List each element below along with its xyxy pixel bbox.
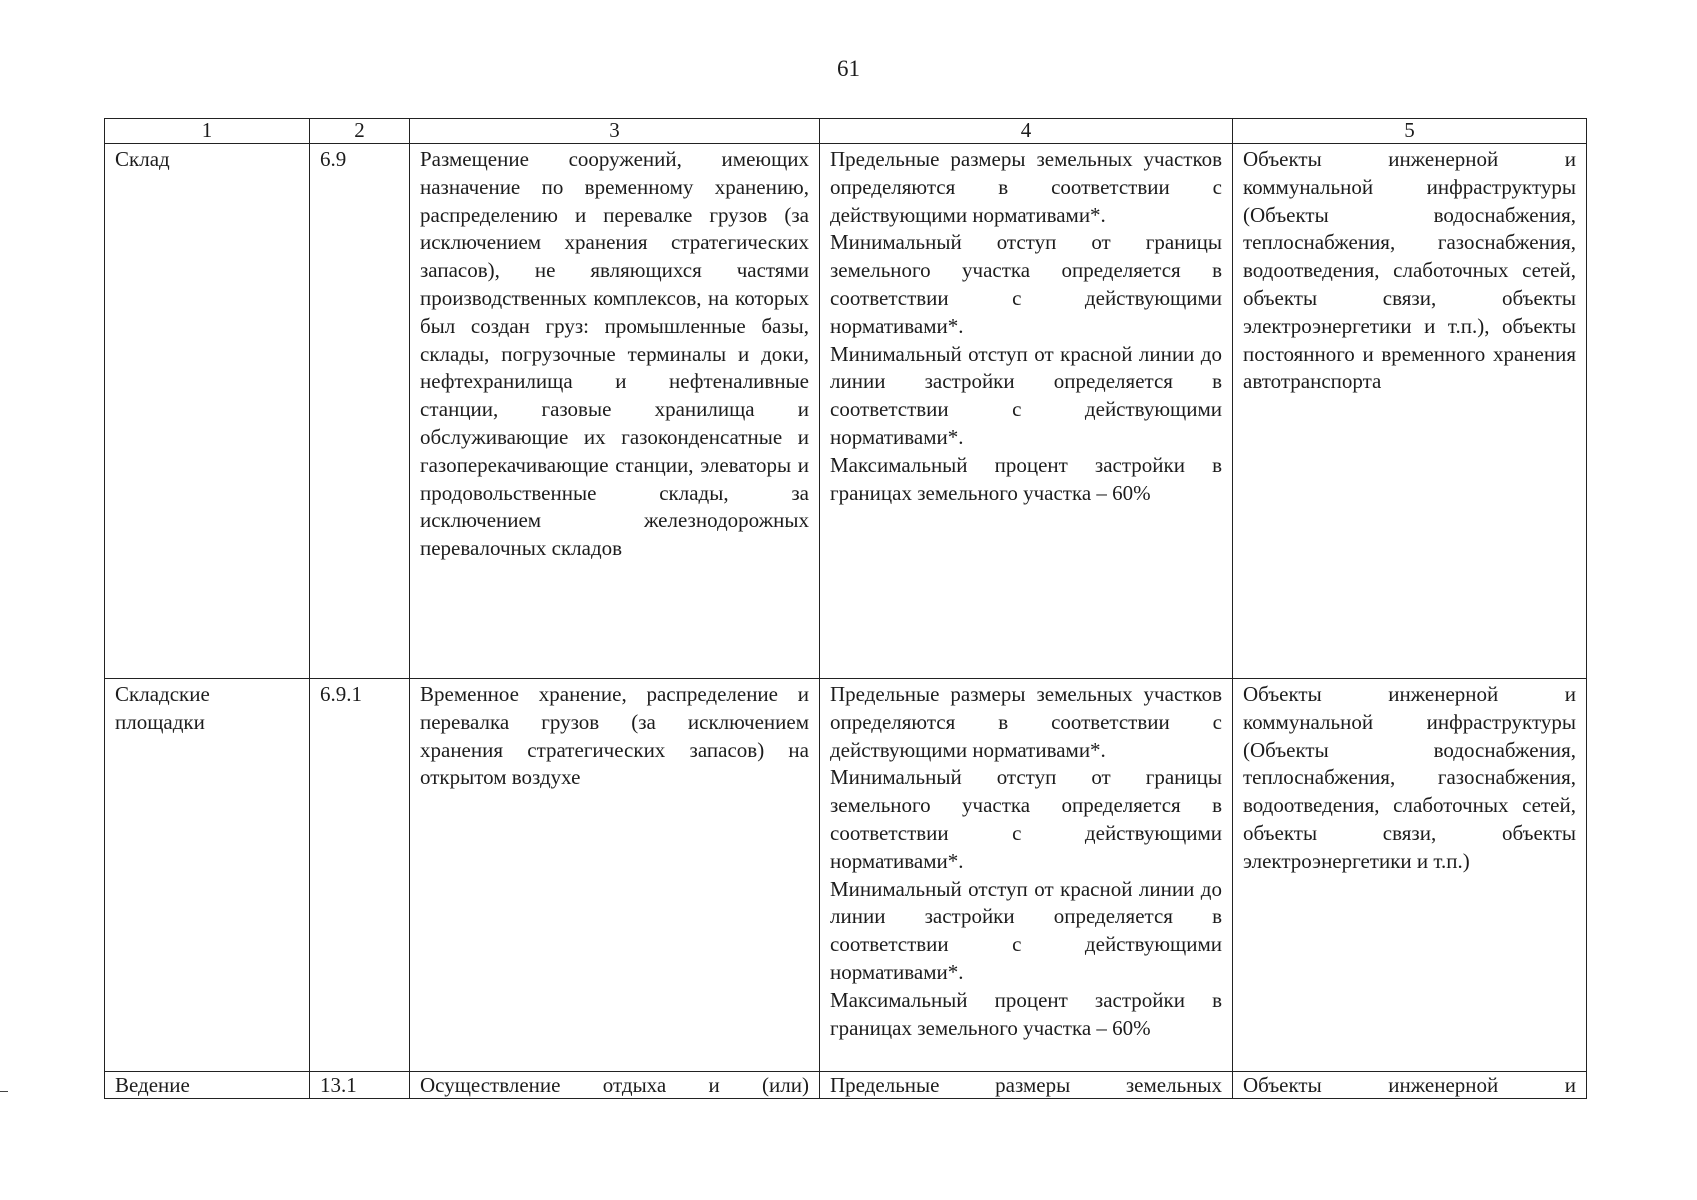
table-row [105, 1072, 1587, 1099]
table-row [105, 144, 1587, 679]
parameter-text: Максимальный процент застройки в границах земельного участка – 60% [830, 452, 1222, 505]
parameter-text: Максимальный процент застройки в границах земельного участка – 60% [830, 987, 1222, 1040]
parameter-text: Минимальный отступ от красной линии до линии застройки определяется в соответствии с действующими нормативами*. [830, 341, 1222, 449]
parameter-text: Предельные размеры земельных участков определяются в соответствии с действующими нормативами*. [830, 682, 1222, 762]
column-header-3: 3 [410, 119, 820, 144]
use-description-cell: Осуществление отдыха и (или) [410, 1072, 820, 1099]
parameter-text: Предельные размеры земельных [830, 1073, 1222, 1097]
scan-edge-mark [0, 1091, 8, 1092]
parameter-text: Минимальный отступ от красной линии до линии застройки определяется в соответствии с действующими нормативами*. [830, 876, 1222, 984]
parameter-text: Минимальный отступ от границы земельного участка определяется в соответствии с действующими нормативами*. [830, 230, 1222, 338]
page-number: 61 [837, 56, 860, 81]
use-name-cell: Ведение [105, 1072, 310, 1099]
related-objects-cell: Объекты инженерной и коммунальной инфраструктуры (Объекты водоснабжения, теплоснабжения, газоснабжения, водоотведения, слаботочных сетей, объекты связи, объекты электроэнергетики и т.п.) [1233, 679, 1587, 1072]
related-objects-cell: Объекты инженерной и [1233, 1072, 1587, 1099]
table-header-row [105, 119, 1587, 144]
use-name-cell: Склад [105, 144, 310, 679]
parameters-cell [820, 144, 1233, 679]
use-description-cell: Размещение сооружений, имеющих назначение по временному хранению, распределению и перевалке грузов (за исключением хранения стратегических запасов), не являющихся частями производственных комплексов, на которых был создан груз: промышленные базы, склады, погрузочные терминалы и доки, нефтехранилища и нефтеналивные станции, газовые хранилища и обслуживающие их газоконденсатные и газоперекачивающие станции, элеваторы и продовольственные склады, за исключением железнодорожных перевалочных складов [410, 144, 820, 679]
land-use-table [104, 118, 1587, 1099]
use-description-cell: Временное хранение, распределение и перевалка грузов (за исключением хранения стратегических запасов) на открытом воздухе [410, 679, 820, 1072]
parameters-cell [820, 1072, 1233, 1099]
column-header-1: 1 [105, 119, 310, 144]
parameter-text: Минимальный отступ от границы земельного участка определяется в соответствии с действующими нормативами*. [830, 765, 1222, 873]
use-code-cell: 6.9.1 [310, 679, 410, 1072]
column-header-4: 4 [820, 119, 1233, 144]
parameter-text: Предельные размеры земельных участков определяются в соответствии с действующими нормативами*. [830, 147, 1222, 227]
column-header-5: 5 [1233, 119, 1587, 144]
use-name-cell: Складские площадки [105, 679, 310, 1072]
table-row [105, 679, 1587, 1072]
related-objects-cell: Объекты инженерной и коммунальной инфраструктуры (Объекты водоснабжения, теплоснабжения, газоснабжения, водоотведения, слаботочных сетей, объекты связи, объекты электроэнергетики и т.п.), объекты постоянного и временного хранения автотранспорта [1233, 144, 1587, 679]
use-code-cell: 13.1 [310, 1072, 410, 1099]
column-header-2: 2 [310, 119, 410, 144]
parameters-cell [820, 679, 1233, 1072]
use-code-cell: 6.9 [310, 144, 410, 679]
